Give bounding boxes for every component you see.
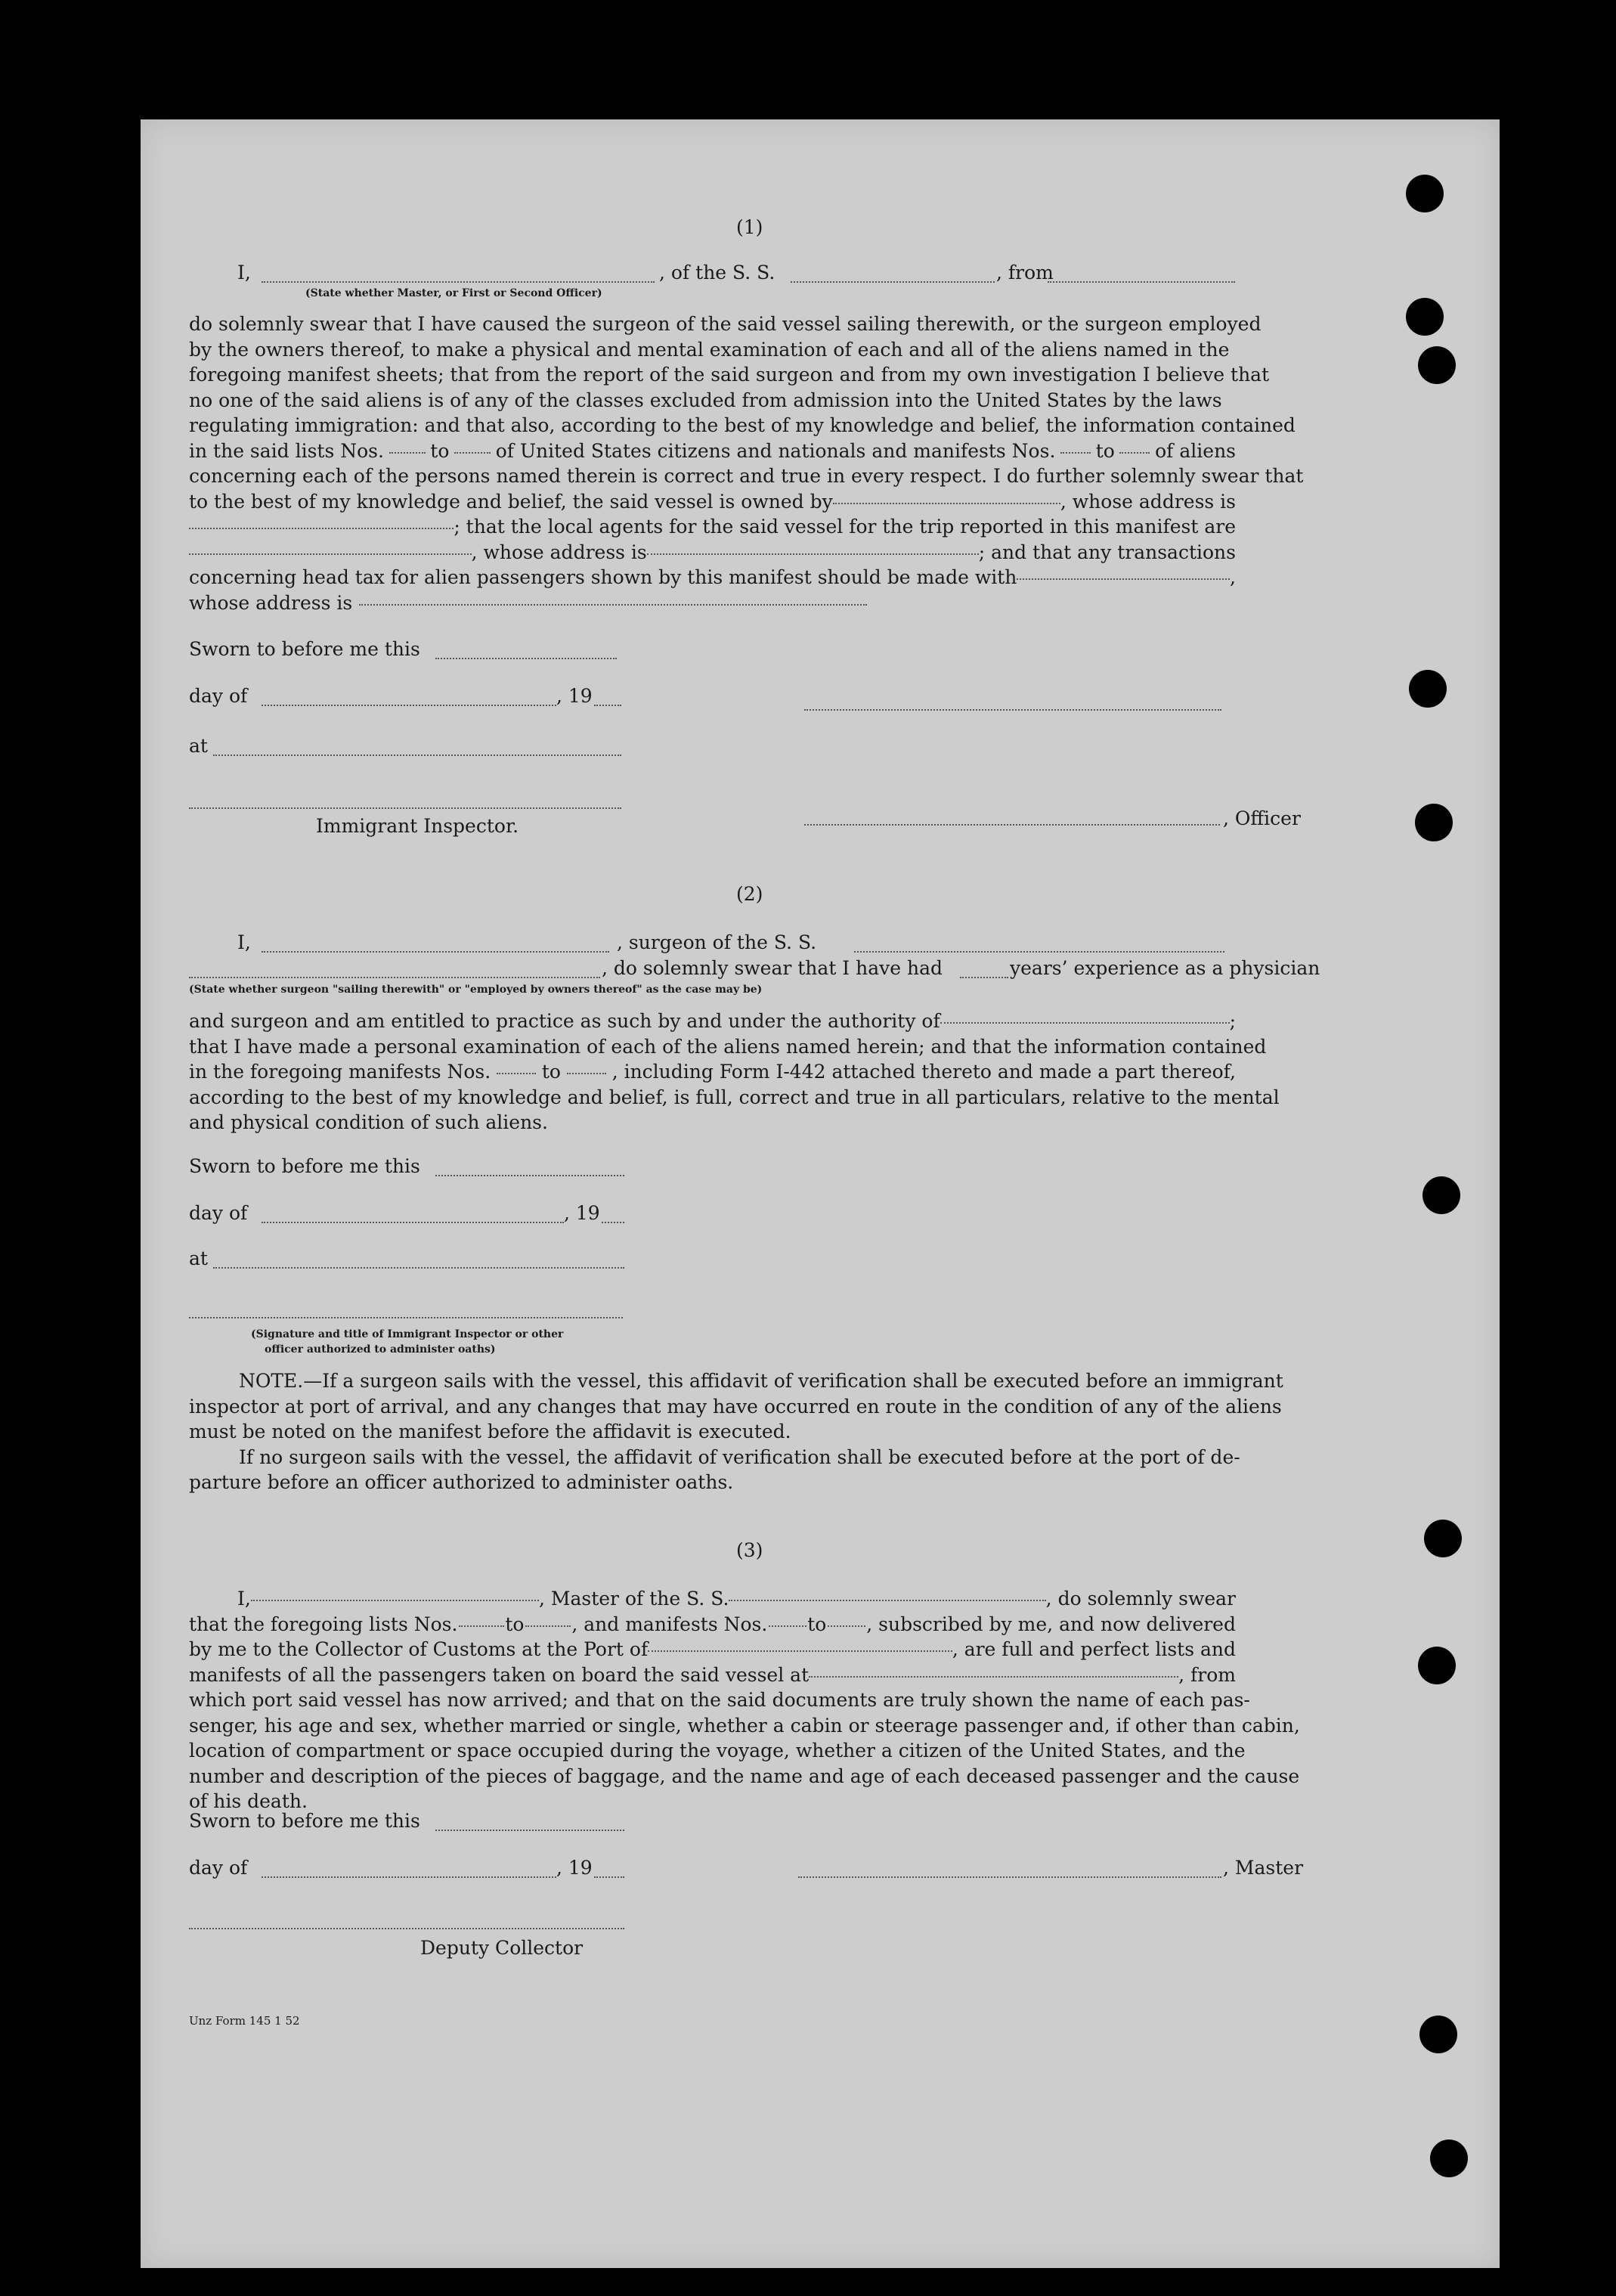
punch-hole [1418,1647,1456,1684]
year-label: , 19 [556,685,593,707]
deputy-collector-label: Deputy Collector [420,1937,584,1959]
body-line: to [505,1613,525,1635]
day-of-label: day of [189,1202,248,1224]
body-line: concerning each of the persons named therein is correct and true in every respect. I do further solemnly swear that [189,465,1304,487]
officer-name-field [804,824,1220,826]
owner-address-field [189,514,454,529]
inspector-label: Immigrant Inspector. [316,815,519,837]
body-line: , do solemnly swear [1045,1588,1236,1610]
body-line: , [1230,566,1236,588]
body-line: concerning head tax for alien passengers shown by this manifest should be made with [189,566,1017,588]
note-line: must be noted on the manifest before the affidavit is executed. [189,1421,791,1442]
section-2-opening-ss: , surgeon of the S. S. [617,931,817,953]
officer-label: , Officer [1223,807,1301,829]
officer-rank-field [262,281,655,283]
sworn-date-field [435,1830,624,1831]
section-1-opening-ss: , of the S. S. [659,262,775,284]
punch-hole [1415,804,1453,841]
body-line: whose address is [189,591,353,614]
master-signature-field [798,1876,1221,1878]
body-line: according to the best of my knowledge and belief, is full, correct and true in all particulars, relative to the mental [189,1086,1280,1108]
body-line: of United States citizens and nationals and manifests Nos. [495,439,1056,462]
body-line: that I have made a personal examination of each of the aliens named herein; and that the information contained [189,1035,1267,1058]
sworn-date-field [435,658,617,659]
body-line: ; that the local agents for the said vessel for the trip reported in this manifest are [454,516,1236,538]
body-line: ; [1229,1010,1236,1032]
manifests-to-field [1119,438,1150,454]
punch-hole [1423,1176,1460,1214]
at-label: at [189,735,208,757]
note-line: NOTE.—If a surgeon sails with the vessel, this affidavit of verification shall be executed before an immigrant [239,1370,1283,1392]
body-line: to [1095,439,1115,462]
section-1-heading: (1) [736,216,763,238]
section-2-line2-a: , do solemnly swear that I have had [602,957,943,979]
place-field [213,754,621,756]
section-2-line2-b: years’ experience as a physician [1010,957,1320,979]
body-line: , whose address is [1060,490,1236,513]
form-id: Unz Form 145 1 52 [189,2014,300,2028]
punch-hole [1409,670,1447,708]
month-field [262,705,556,706]
vessel-name-field [791,281,995,283]
lists-from-field [389,438,426,454]
section-1-body [189,311,1304,615]
lists-to-field [454,438,491,454]
note-line: If no surgeon sails with the vessel, the affidavit of verification shall be executed before at the port of de- [239,1445,1240,1468]
embarkation-port-field [809,1662,1178,1678]
signature-caption: officer authorized to administer oaths) [265,1343,496,1356]
master-name-field [251,1586,539,1601]
year-field [594,1876,624,1878]
body-line: to [430,439,450,462]
authority-field [940,1009,1230,1024]
month-field [262,1222,564,1223]
note-line: inspector at port of arrival, and any changes that may have occurred en route in the condition of any of the aliens [189,1395,1282,1418]
years-experience-field [960,977,1008,978]
document-page [141,119,1500,2268]
lists-from-field [459,1612,504,1627]
customs-port-field [648,1637,952,1652]
section-3-heading: (3) [736,1539,763,1561]
punch-hole [1406,175,1444,212]
day-of-label: day of [189,1857,248,1879]
section-1-opening-from: , from [996,262,1054,284]
month-field [262,1876,556,1878]
manifests-from-field [769,1612,806,1627]
note-line: parture before an officer authorized to administer oaths. [189,1471,734,1493]
signature-caption: (Signature and title of Immigrant Inspector or other [251,1328,564,1340]
inspector-signature-field [189,1317,623,1318]
section-2-heading: (2) [736,883,763,905]
body-line: of aliens [1155,439,1236,462]
punch-hole [1424,1520,1462,1557]
agents-address-field [647,540,979,555]
body-line: I, [237,1588,251,1610]
master-vessel-field [729,1586,1045,1601]
deputy-signature-field [189,1928,624,1929]
head-tax-address-field [359,590,867,606]
sworn-date-field [435,1175,624,1176]
body-line: , Master of the S. S. [538,1588,729,1610]
origin-port-field [1048,281,1235,283]
section-1-opening-i: I, [237,262,251,284]
body-line: by me to the Collector of Customs at the Port of [189,1638,649,1660]
sworn-label: Sworn to before me this [189,1155,420,1177]
day-of-label: day of [189,685,248,707]
body-line: do solemnly swear that I have caused the surgeon of the said vessel sailing therewith, or the surgeon employed [189,313,1262,335]
body-line: manifests of all the passengers taken on board the said vessel at [189,1663,810,1686]
body-line: no one of the said aliens is of any of the classes excluded from admission into the United States by the laws [189,389,1222,411]
master-label: , Master [1223,1857,1304,1879]
body-line: which port said vessel has now arrived; and that on the said documents are truly shown the name of each pas- [189,1689,1250,1711]
vessel-owner-field [833,489,1060,504]
surgeon-vessel-field [854,951,1224,953]
body-line: in the said lists Nos. [189,439,384,462]
manifests-to-field [828,1612,865,1627]
punch-hole [1430,2140,1468,2177]
body-line: , whose address is [471,541,647,563]
manifests-to-field [567,1059,606,1074]
at-label: at [189,1247,208,1269]
local-agents-field [189,540,472,555]
head-tax-contact-field [1017,565,1230,580]
body-line: in the foregoing manifests Nos. [189,1061,491,1083]
body-line: to [807,1613,827,1635]
body-line: by the owners thereof, to make a physical and mental examination of each and all of the aliens named in the [189,338,1230,361]
section-3-body [189,1586,1300,1814]
manifests-from-field [1060,438,1091,454]
inspector-signature-field [189,807,621,809]
section-1-caption: (State whether Master, or First or Second Officer) [305,287,602,299]
place-field [213,1267,624,1269]
officer-signature-field [804,709,1221,711]
note-block [189,1368,1283,1495]
body-line: to the best of my knowledge and belief, the said vessel is owned by [189,490,833,513]
lists-to-field [525,1612,571,1627]
year-label: , 19 [564,1202,600,1224]
body-line: that the foregoing lists Nos. [189,1613,458,1635]
section-2-caption: (State whether surgeon "sailing therewith" or "employed by owners thereof" as the case may be) [189,984,763,996]
body-line: of his death. [189,1790,308,1812]
punch-hole [1418,346,1456,384]
body-line: , and manifests Nos. [571,1613,768,1635]
body-line: , including Form I-442 attached thereto and made a part thereof, [611,1061,1236,1083]
body-line: and physical condition of such aliens. [189,1111,548,1133]
year-field [594,705,621,706]
body-line: foregoing manifest sheets; that from the report of the said surgeon and from my own investigation I believe that [189,364,1270,386]
punch-hole [1419,2016,1457,2053]
body-line: to [541,1061,561,1083]
year-label: , 19 [556,1857,593,1879]
manifests-from-field [497,1059,536,1074]
body-line: ; and that any transactions [978,541,1236,563]
body-line: , from [1178,1663,1236,1686]
punch-hole [1406,298,1444,336]
body-line: and surgeon and am entitled to practice as such by and under the authority of [189,1010,940,1032]
sworn-label: Sworn to before me this [189,1810,420,1832]
body-line: location of compartment or space occupied during the voyage, whether a citizen of the United States, and the [189,1740,1246,1762]
surgeon-type-field [189,977,600,978]
section-2-opening-i: I, [237,931,251,953]
body-line: , are full and perfect lists and [952,1638,1236,1660]
year-field [602,1222,624,1223]
section-2-body [189,1009,1280,1136]
body-line: , subscribed by me, and now delivered [866,1613,1236,1635]
surgeon-name-field [262,951,609,953]
body-line: number and description of the pieces of baggage, and the name and age of each deceased passenger and the cause [189,1765,1300,1787]
body-line: regulating immigration: and that also, according to the best of my knowledge and belief, the information contained [189,414,1296,436]
body-line: senger, his age and sex, whether married or single, whether a cabin or steerage passenger and, if other than cabin, [189,1714,1300,1737]
sworn-label: Sworn to before me this [189,638,420,660]
